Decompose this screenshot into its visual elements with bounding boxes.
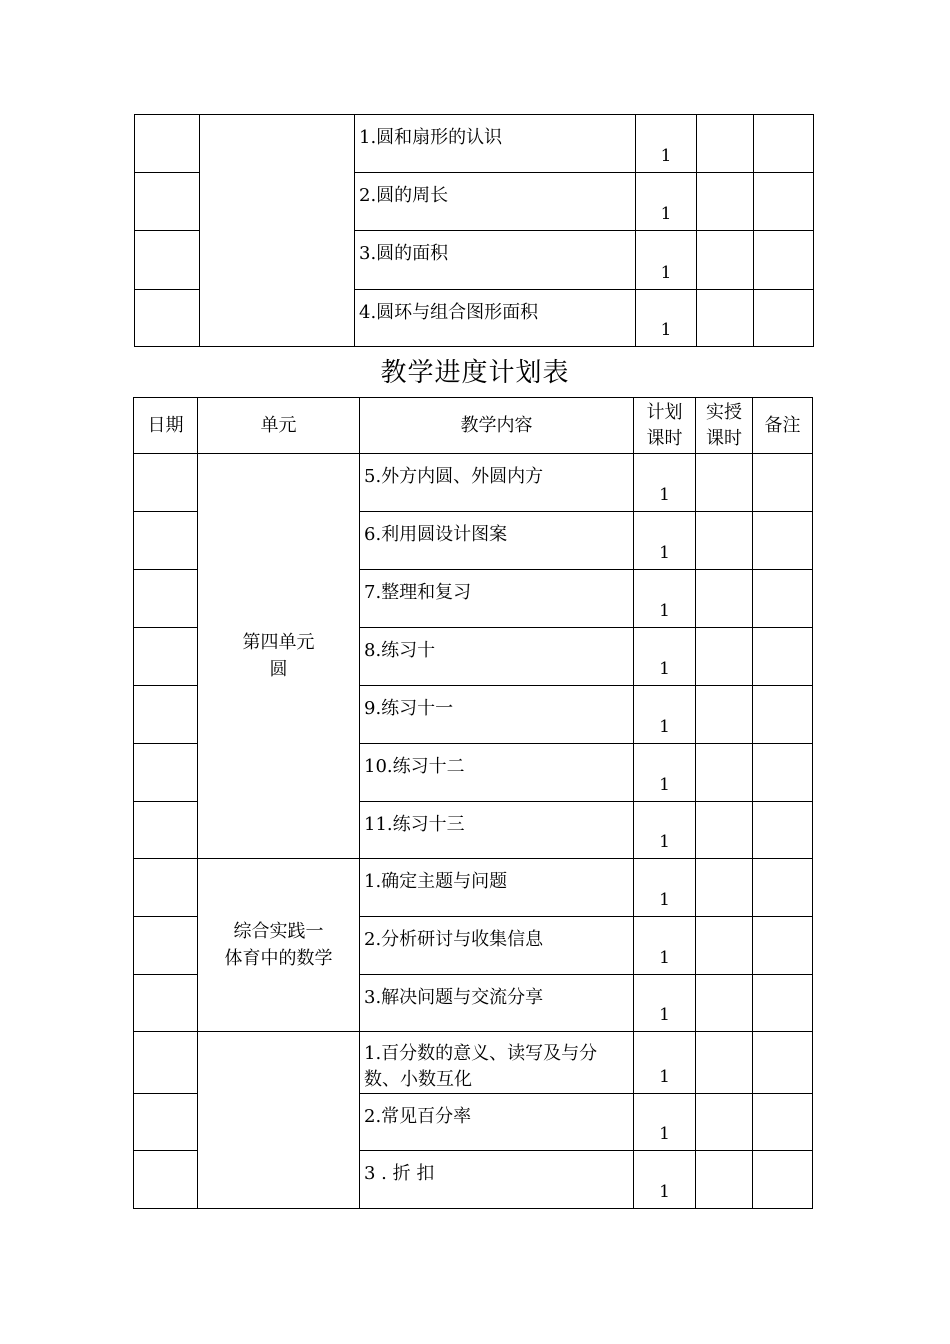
content-header: 教学内容 (360, 398, 634, 454)
notes-cell (753, 859, 813, 917)
date-cell (134, 802, 198, 859)
date-header: 日期 (134, 398, 198, 454)
unit-cell (200, 115, 355, 347)
planned-hours-cell: 1 (636, 231, 697, 290)
actual-hours-cell (696, 802, 753, 859)
planned-hours-cell: 1 (634, 744, 696, 802)
unit-cell (198, 454, 360, 859)
content-cell: 4.圆环与组合图形面积 (355, 290, 636, 347)
continuation-table (134, 114, 814, 347)
notes-cell (753, 570, 813, 628)
notes-cell (753, 975, 813, 1032)
date-cell (134, 975, 198, 1032)
actual-hours-cell (696, 570, 753, 628)
planned-hours-cell: 1 (634, 512, 696, 570)
header-row (134, 398, 813, 454)
content-cell: 10.练习十二 (360, 744, 634, 802)
planned-hours-cell: 1 (634, 917, 696, 975)
content-cell: 1.圆和扇形的认识 (355, 115, 636, 173)
content-cell: 3.圆的面积 (355, 231, 636, 290)
content-cell: 8.练习十 (360, 628, 634, 686)
actual-hours-header (696, 398, 753, 454)
notes-cell (754, 115, 814, 173)
notes-cell (753, 686, 813, 744)
date-cell (135, 290, 200, 347)
table-row (134, 859, 813, 917)
planned-hours-cell: 1 (636, 290, 697, 347)
content-cell: 2.分析研讨与收集信息 (360, 917, 634, 975)
unit-cell (198, 859, 360, 1032)
actual-hours-cell (696, 917, 753, 975)
table-row (135, 115, 814, 173)
notes-cell (753, 628, 813, 686)
date-cell (134, 454, 198, 512)
notes-cell (753, 1151, 813, 1209)
content-cell: 1.确定主题与问题 (360, 859, 634, 917)
actual-hours-header-line1: 实授 (706, 401, 742, 423)
content-cell: 3 . 折 扣 (360, 1151, 634, 1209)
date-cell (135, 115, 200, 173)
actual-hours-cell (697, 231, 754, 290)
unit-header: 单元 (198, 398, 360, 454)
notes-cell (753, 917, 813, 975)
unit-name-line1: 第四单元 (242, 632, 315, 653)
actual-hours-cell (696, 859, 753, 917)
actual-hours-cell (696, 512, 753, 570)
content-cell: 2.常见百分率 (360, 1094, 634, 1151)
planned-hours-header-line2: 课时 (646, 427, 683, 449)
planned-hours-cell: 1 (636, 115, 697, 173)
notes-cell (754, 231, 814, 290)
planned-hours-cell: 1 (634, 570, 696, 628)
content-cell: 1.百分数的意义、读写及与分数、小数互化 (360, 1032, 634, 1094)
planned-hours-cell: 1 (634, 1151, 696, 1209)
actual-hours-cell (696, 744, 753, 802)
actual-hours-cell (696, 1032, 753, 1094)
unit-name-line2: 圆 (269, 659, 288, 680)
content-cell: 9.练习十一 (360, 686, 634, 744)
notes-cell (753, 1032, 813, 1094)
page-title: 教学进度计划表 (380, 358, 570, 388)
notes-cell (753, 744, 813, 802)
table-row (134, 454, 813, 512)
actual-hours-cell (696, 686, 753, 744)
actual-hours-cell (696, 628, 753, 686)
notes-cell (753, 1094, 813, 1151)
planned-hours-cell: 1 (634, 686, 696, 744)
date-cell (135, 173, 200, 231)
actual-hours-cell (696, 975, 753, 1032)
actual-hours-cell (697, 290, 754, 347)
date-cell (134, 686, 198, 744)
date-cell (134, 744, 198, 802)
content-cell: 7.整理和复习 (360, 570, 634, 628)
unit-name-line1: 综合实践一 (233, 921, 324, 942)
content-cell: 6.利用圆设计图案 (360, 512, 634, 570)
content-cell: 5.外方内圆、外圆内方 (360, 454, 634, 512)
table-row (134, 1032, 813, 1094)
content-cell: 11.练习十三 (360, 802, 634, 859)
date-cell (134, 859, 198, 917)
planned-hours-cell: 1 (634, 628, 696, 686)
planned-hours-header-line1: 计划 (646, 401, 683, 423)
planned-hours-cell: 1 (634, 975, 696, 1032)
date-cell (134, 570, 198, 628)
actual-hours-cell (696, 1151, 753, 1209)
actual-hours-cell (697, 173, 754, 231)
date-cell (134, 628, 198, 686)
content-cell: 2.圆的周长 (355, 173, 636, 231)
date-cell (134, 1094, 198, 1151)
date-cell (134, 917, 198, 975)
notes-cell (754, 290, 814, 347)
planned-hours-cell: 1 (634, 1032, 696, 1094)
actual-hours-cell (697, 115, 754, 173)
content-cell: 3.解决问题与交流分享 (360, 975, 634, 1032)
date-cell (135, 231, 200, 290)
actual-hours-header-line2: 课时 (706, 427, 742, 449)
unit-cell (198, 1032, 360, 1209)
notes-cell (753, 802, 813, 859)
date-cell (134, 1032, 198, 1094)
planned-hours-header (634, 398, 696, 454)
actual-hours-cell (696, 454, 753, 512)
actual-hours-cell (696, 1094, 753, 1151)
notes-cell (753, 454, 813, 512)
planned-hours-cell: 1 (634, 859, 696, 917)
notes-cell (754, 173, 814, 231)
date-cell (134, 1151, 198, 1209)
notes-header: 备注 (753, 398, 813, 454)
notes-cell (753, 512, 813, 570)
planned-hours-cell: 1 (634, 454, 696, 512)
schedule-table (133, 397, 813, 1209)
date-cell (134, 512, 198, 570)
unit-name-line2: 体育中的数学 (224, 948, 333, 969)
planned-hours-cell: 1 (634, 1094, 696, 1151)
planned-hours-cell: 1 (634, 802, 696, 859)
planned-hours-cell: 1 (636, 173, 697, 231)
